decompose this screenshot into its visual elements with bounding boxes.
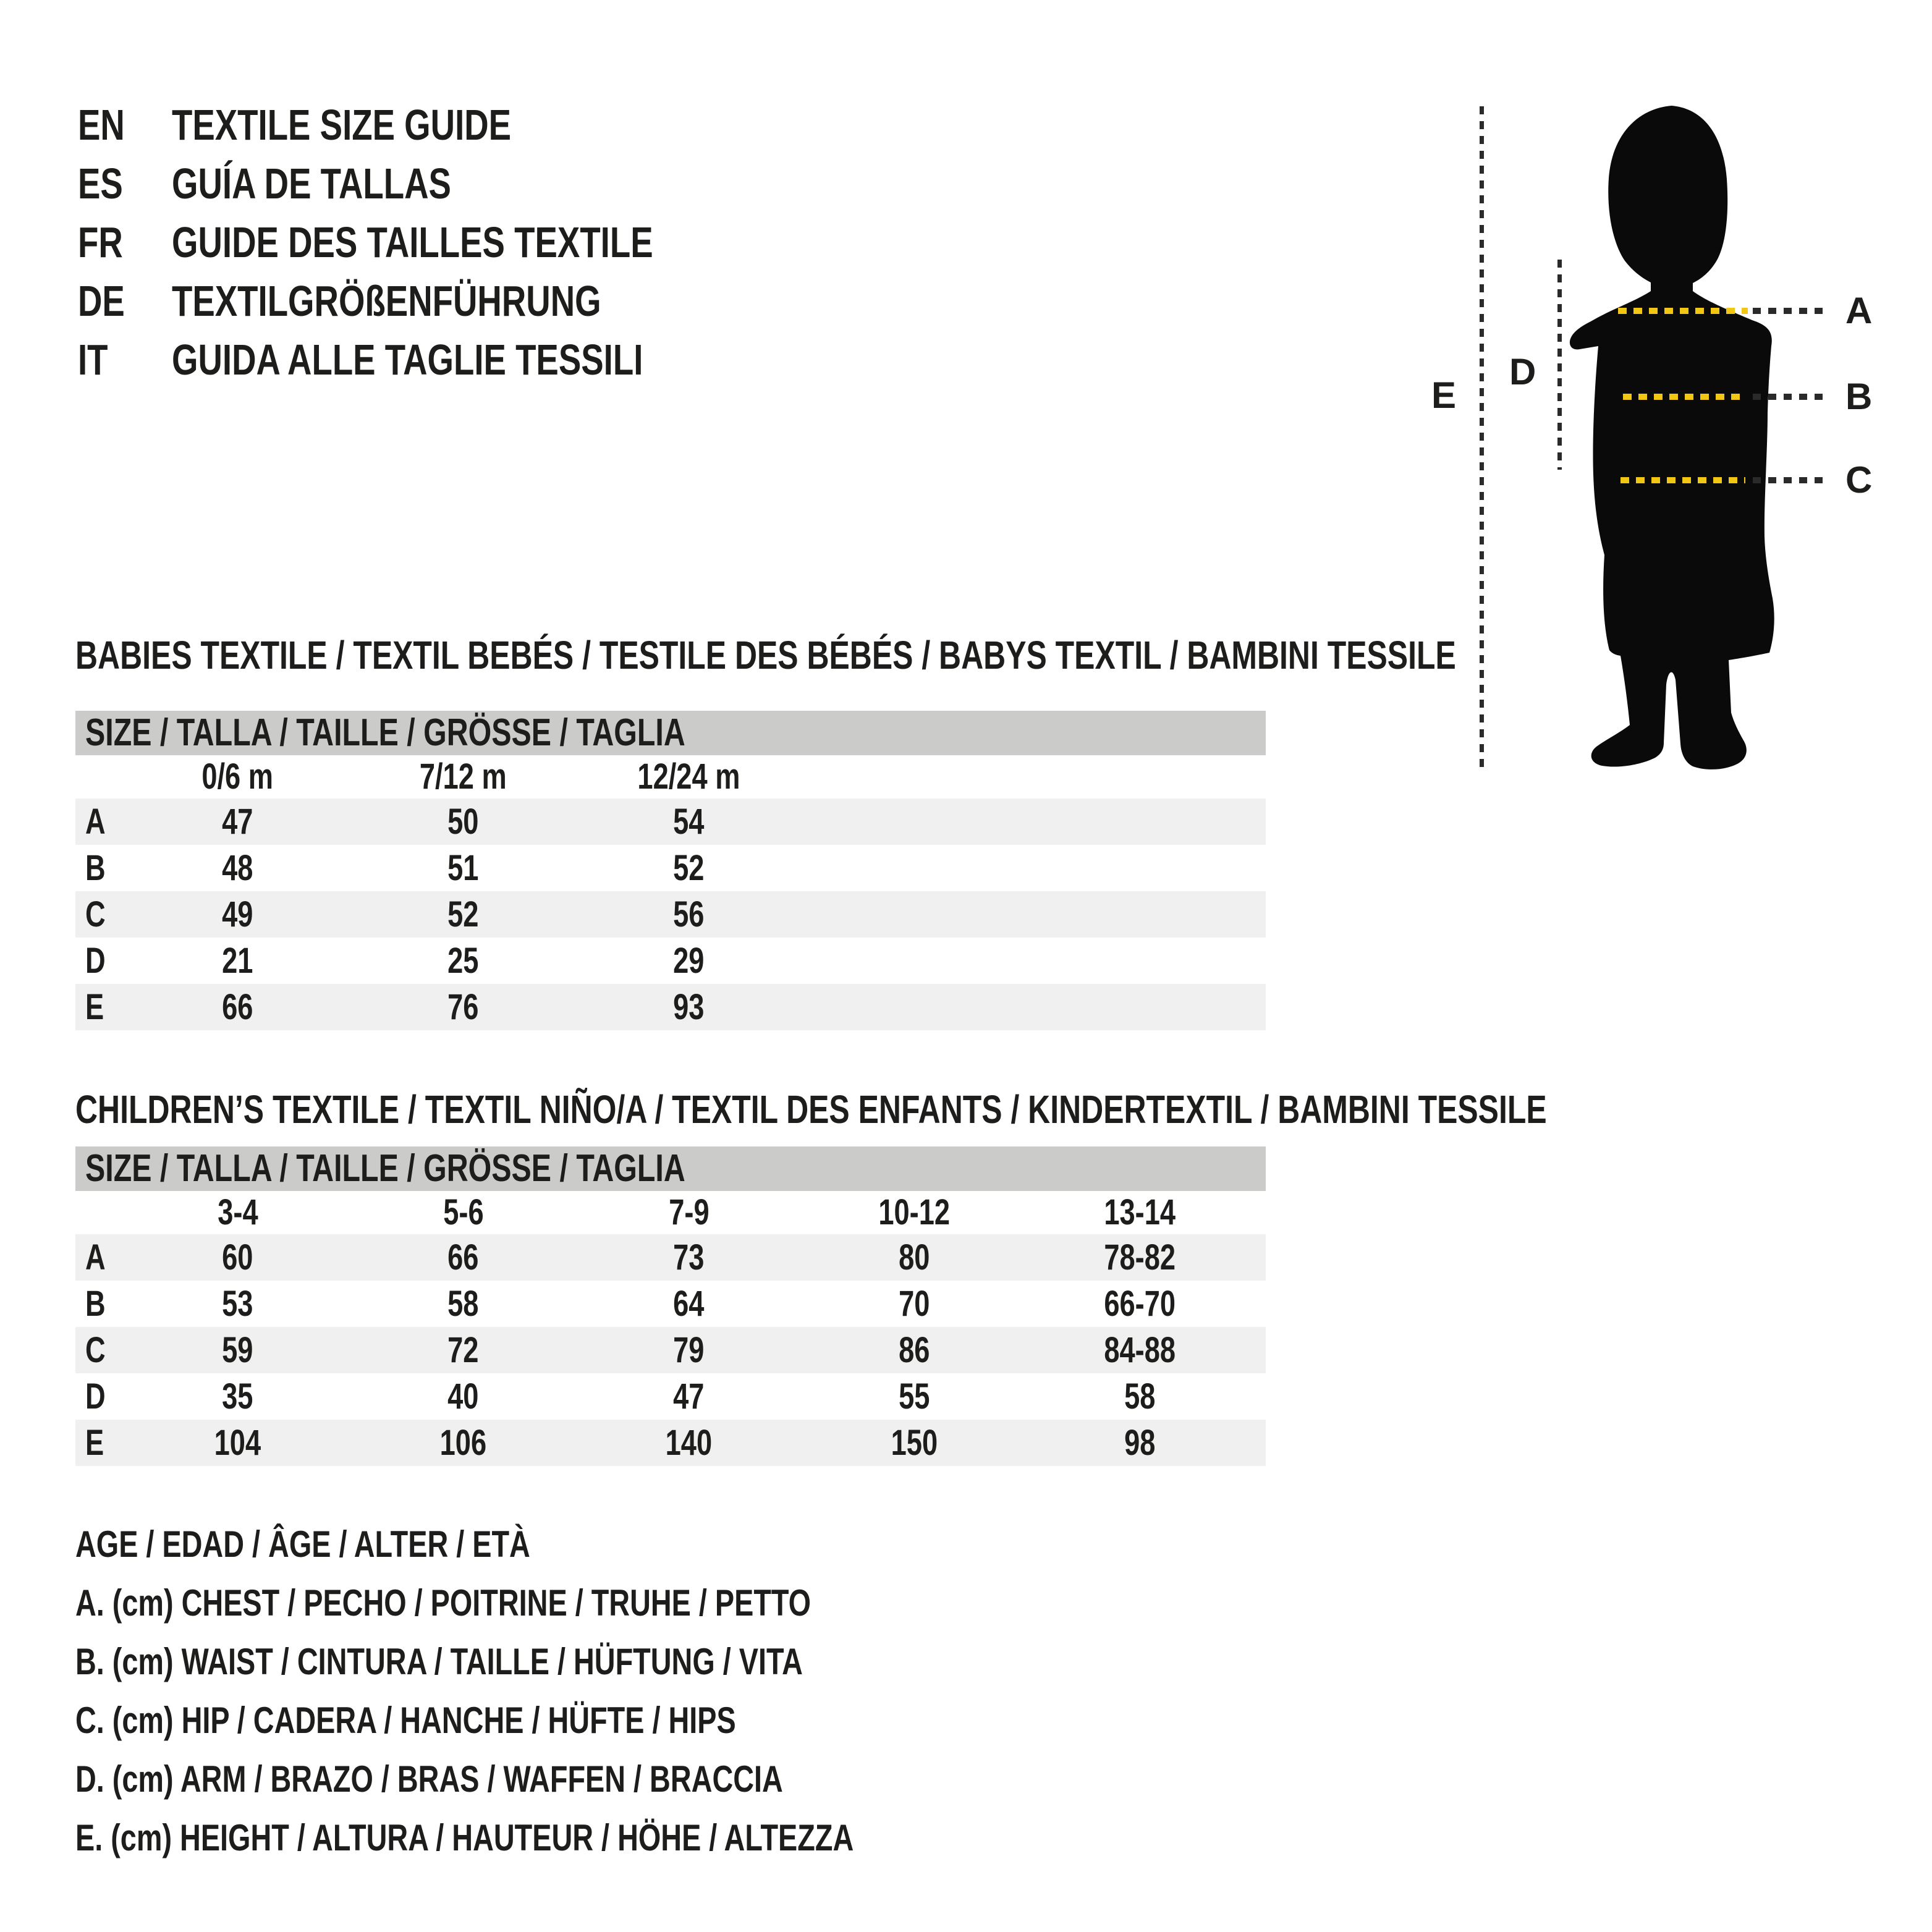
children-cell-d-3: 55 [899,1376,930,1417]
children-row-label [75,1281,125,1327]
title-es: GUÍA DE TALLAS [172,159,451,208]
babies-table-header-bar [75,711,1266,755]
legend-waist-text: B. (cm) WAIST / CINTURA / TAILLE / HÜFTUNG / VITA [75,1641,803,1682]
children-cell-d-1: 40 [447,1376,479,1417]
babies-cell-a-1: 50 [447,802,479,842]
children-row-label [75,1373,125,1420]
children-row-d-label: D [85,1376,106,1417]
babies-cell [350,799,576,845]
babies-cell [576,799,802,845]
children-cell [125,1373,350,1420]
figure-label-b: B [1845,376,1873,417]
measurement-legend [75,1515,1073,1867]
children-cell [1027,1373,1253,1420]
children-row-filler [1253,1234,1266,1281]
children-cell-b-1: 58 [447,1284,479,1324]
children-size-table [75,1146,1266,1466]
babies-col-2: 12/24 m [637,756,740,797]
children-cell-a-2: 73 [673,1237,705,1277]
babies-row-filler [802,845,1266,891]
babies-cell-c-2: 56 [673,894,705,934]
babies-cell [576,984,802,1030]
children-cell-c-2: 79 [673,1330,705,1370]
children-cell [802,1281,1027,1327]
children-cell-d-0: 35 [222,1376,253,1417]
babies-row-filler [802,984,1266,1030]
children-cell [1027,1420,1253,1466]
babies-cell-a-2: 54 [673,802,705,842]
title-en: TEXTILE SIZE GUIDE [172,101,512,149]
children-cell-a-0: 60 [222,1237,253,1277]
children-cell-a-3: 80 [899,1237,930,1277]
children-col-4: 13-14 [1104,1192,1176,1232]
children-cell [350,1281,576,1327]
legend-line-height [75,1808,1073,1867]
babies-cell [125,845,350,891]
babies-size-header-text: SIZE / TALLA / TAILLE / GRÖSSE / TAGLIA [85,711,685,754]
children-row-filler [1253,1420,1266,1466]
children-cell-b-0: 53 [222,1284,253,1324]
babies-row-filler [802,891,1266,938]
children-cell-a-1: 66 [447,1237,479,1277]
children-cell [802,1373,1027,1420]
children-row-label [75,1327,125,1373]
figure-label-e: E [1431,375,1457,416]
waist-measure-dashed-line-b [1623,394,1742,400]
babies-column-header [125,755,350,799]
children-col-2: 7-9 [668,1192,710,1232]
lang-code-it: IT [78,336,108,384]
children-cell-c-1: 72 [447,1330,479,1370]
children-row-b-label: B [85,1284,106,1324]
babies-cell [125,799,350,845]
babies-cell-b-1: 51 [447,848,479,888]
figure-label-a: A [1845,290,1873,331]
children-cell-b-3: 70 [899,1284,930,1324]
chest-measure-dashed-line-a [1618,308,1748,314]
babies-cell [576,891,802,938]
children-columns-spacer [75,1191,125,1234]
babies-row-label [75,845,125,891]
legend-line-waist [75,1632,1073,1691]
babies-cell-d-1: 25 [447,941,479,981]
children-cell [576,1327,802,1373]
babies-cell-d-2: 29 [673,941,705,981]
children-cell [802,1234,1027,1281]
babies-row-label [75,938,125,984]
children-column-header [350,1191,576,1234]
chest-leader-line-a [1753,308,1827,314]
children-cell-d-4: 58 [1124,1376,1156,1417]
babies-cell-b-0: 48 [222,848,253,888]
babies-cell-d-0: 21 [222,941,253,981]
children-cell [576,1281,802,1327]
children-cell [576,1234,802,1281]
children-cell [125,1420,350,1466]
children-cell [1027,1281,1253,1327]
figure-label-d: D [1509,351,1536,392]
lang-row-de [78,272,789,331]
legend-chest-text: A. (cm) CHEST / PECHO / POITRINE / TRUHE / PETTO [75,1582,811,1624]
children-cell-b-2: 64 [673,1284,705,1324]
children-cell [576,1373,802,1420]
babies-section-title [75,635,1845,675]
babies-section-title-text: BABIES TEXTILE / TEXTIL BEBÉS / TESTILE DES BÉBÉS / BABYS TEXTIL / BAMBINI TESSILE [75,633,1456,677]
lang-code-de: DE [78,277,125,325]
children-row-filler [1253,1281,1266,1327]
children-cell [350,1327,576,1373]
hip-leader-line-c [1753,477,1827,483]
legend-line-arm [75,1750,1073,1808]
babies-row-label [75,799,125,845]
children-cell-d-2: 47 [673,1376,705,1417]
title-fr: GUIDE DES TAILLES TEXTILE [172,218,653,266]
babies-cell-e-2: 93 [673,987,705,1027]
children-col-3: 10-12 [878,1192,951,1232]
children-cell [350,1373,576,1420]
babies-column-header [350,755,576,799]
babies-row-a-label: A [85,802,106,842]
children-section-title [75,1087,1932,1132]
babies-row-filler [802,799,1266,845]
children-cell [1027,1234,1253,1281]
babies-row-label [75,891,125,938]
babies-column-header [576,755,802,799]
babies-cell [350,984,576,1030]
children-cell [1027,1327,1253,1373]
babies-cell [125,984,350,1030]
lang-code-fr: FR [78,218,123,266]
legend-age-text: AGE / EDAD / ÂGE / ALTER / ETÀ [75,1523,530,1565]
language-title-block [78,96,789,389]
children-cell [576,1420,802,1466]
children-cell [125,1281,350,1327]
children-table-header-bar [75,1146,1266,1191]
legend-line-hip [75,1691,1073,1750]
children-columns-filler [1253,1191,1266,1234]
children-row-a-label: A [85,1237,106,1277]
babies-cell-b-2: 52 [673,848,705,888]
children-cell-c-4: 84-88 [1104,1330,1176,1370]
children-row-label [75,1234,125,1281]
children-cell-c-0: 59 [222,1330,253,1370]
children-cell-e-4: 98 [1124,1423,1156,1463]
legend-line-age [75,1515,1073,1574]
children-col-1: 5-6 [443,1192,484,1232]
babies-col-1: 7/12 m [420,756,507,797]
arm-measure-dotted-line-d [1557,260,1562,470]
children-section-title-text: CHILDREN’S TEXTILE / TEXTIL NIÑO/A / TEXTIL DES ENFANTS / KINDERTEXTIL / BAMBINI TESSILE [75,1087,1547,1132]
children-cell-e-3: 150 [891,1423,938,1463]
babies-cell-a-0: 47 [222,802,253,842]
children-cell-a-4: 78-82 [1104,1237,1176,1277]
babies-cell-c-0: 49 [222,894,253,934]
children-cell-b-4: 66-70 [1104,1284,1176,1324]
babies-cell [350,938,576,984]
lang-row-es [78,155,789,213]
children-cell-e-2: 140 [665,1423,713,1463]
waist-leader-line-b [1753,394,1827,400]
lang-code-en: EN [78,101,125,149]
children-size-header-text: SIZE / TALLA / TAILLE / GRÖSSE / TAGLIA [85,1147,685,1190]
babies-row-d-label: D [85,941,106,981]
children-column-header [125,1191,350,1234]
children-row-c-label: C [85,1330,106,1370]
lang-code-es: ES [78,159,123,208]
children-cell [350,1420,576,1466]
legend-arm-text: D. (cm) ARM / BRAZO / BRAS / WAFFEN / BRACCIA [75,1758,783,1800]
lang-row-it [78,331,789,389]
children-cell [802,1420,1027,1466]
children-column-header [1027,1191,1253,1234]
children-cell [350,1234,576,1281]
babies-row-filler [802,938,1266,984]
babies-cell [125,891,350,938]
babies-cell [576,845,802,891]
babies-row-c-label: C [85,894,106,934]
babies-row-e-label: E [85,987,104,1027]
children-cell [125,1234,350,1281]
children-row-filler [1253,1373,1266,1420]
babies-col-0: 0/6 m [201,756,274,797]
figure-label-c: C [1845,459,1873,501]
children-cell-e-1: 106 [439,1423,487,1463]
lang-row-en [78,96,789,155]
children-column-header [576,1191,802,1234]
babies-cell-e-0: 66 [222,987,253,1027]
babies-cell-e-1: 76 [447,987,479,1027]
babies-row-b-label: B [85,848,106,888]
babies-cell-c-1: 52 [447,894,479,934]
children-cell-e-0: 104 [214,1423,261,1463]
children-cell [802,1327,1027,1373]
babies-columns-spacer [75,755,125,799]
legend-height-text: E. (cm) HEIGHT / ALTURA / HAUTEUR / HÖHE / ALTEZZA [75,1817,854,1858]
title-it: GUIDA ALLE TAGLIE TESSILI [172,336,643,384]
children-cell-c-3: 86 [899,1330,930,1370]
children-col-0: 3-4 [217,1192,258,1232]
babies-cell [125,938,350,984]
children-row-filler [1253,1327,1266,1373]
children-row-e-label: E [85,1423,104,1463]
babies-cell [576,938,802,984]
babies-cell [350,845,576,891]
children-row-label [75,1420,125,1466]
hip-measure-dashed-line-c [1621,477,1745,483]
legend-hip-text: C. (cm) HIP / CADERA / HANCHE / HÜFTE / HIPS [75,1700,736,1741]
children-cell [125,1327,350,1373]
babies-size-table [75,711,1266,1030]
babies-cell [350,891,576,938]
babies-columns-filler [802,755,1266,799]
children-column-header [802,1191,1027,1234]
lang-row-fr [78,213,789,272]
legend-line-chest [75,1574,1073,1632]
title-de: TEXTILGRÖßENFÜHRUNG [172,277,601,325]
babies-row-label [75,984,125,1030]
